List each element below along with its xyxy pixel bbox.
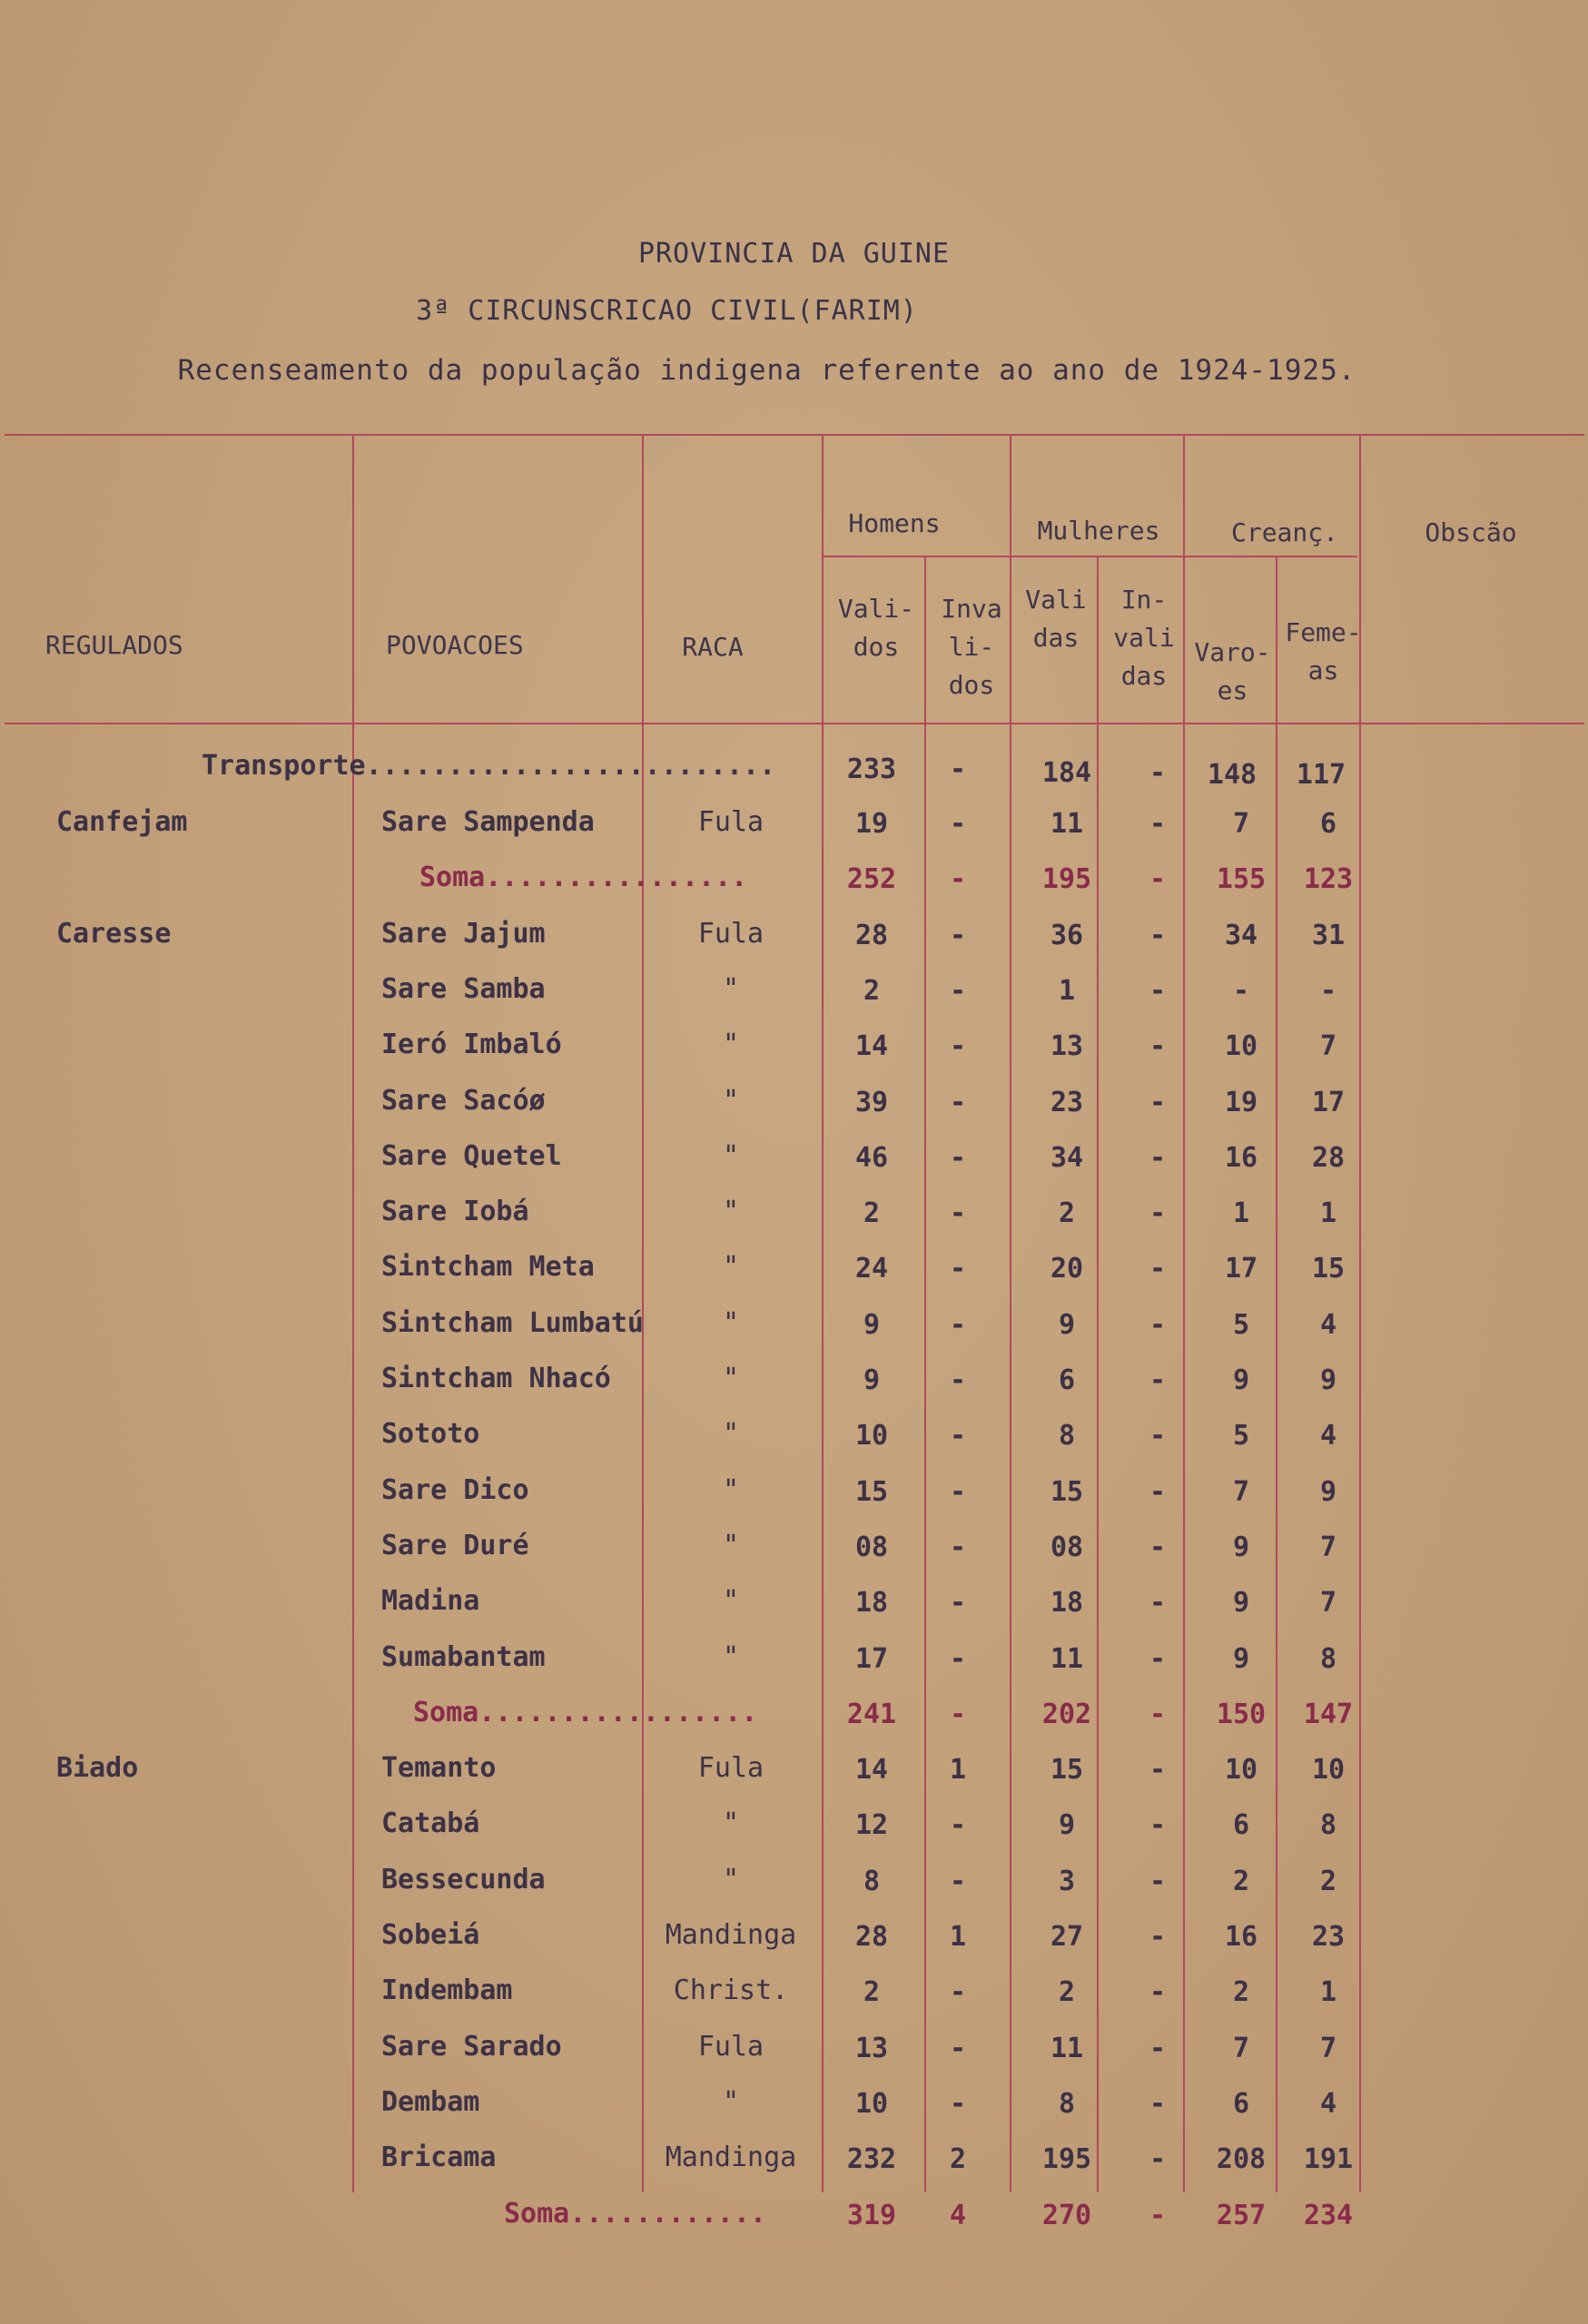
value-cv: 34 [1224,920,1258,951]
value-mv: 15 [1050,1476,1084,1508]
value-mv: 23 [1050,1087,1084,1118]
value-hv: 15 [854,1476,889,1508]
raca-value: " [722,1641,740,1673]
value-cv: 9 [1232,1643,1250,1675]
raca-value: Fula [697,2031,764,2063]
value-cf: 4 [1319,1420,1337,1452]
header-mulheres: Mulheres [1037,516,1160,546]
value-cv: 2 [1232,1976,1250,2008]
value-hi: 1 [949,1921,967,1953]
value-cf: 4 [1319,2088,1337,2120]
value-mv: 11 [1050,2033,1084,2064]
povoacao-name: Sare Sampenda [381,806,595,838]
value-mi: - [1149,1809,1167,1841]
raca-value: " [722,1864,740,1896]
soma-cf: 234 [1303,2200,1354,2231]
value-hi: - [949,920,967,951]
col-rule-5 [1010,436,1011,2192]
value-hv: 9 [863,1309,881,1341]
value-cv: 7 [1232,808,1250,840]
raca-value: Fula [697,806,764,838]
value-cf: 9 [1319,1476,1337,1508]
soma-hi: - [949,863,967,895]
value-hi: - [949,1142,967,1174]
raca-value: " [722,1307,740,1339]
transporte-label: Transporte......................... [202,750,776,782]
value-hv: 9 [863,1364,881,1396]
value-cv: 5 [1232,1309,1250,1341]
value-cv: 1 [1232,1197,1250,1229]
transporte-mulheres-invalidas: - [1149,757,1167,789]
soma-hv: 241 [846,1699,897,1730]
value-mv: 34 [1050,1142,1084,1174]
value-mi: - [1149,1866,1167,1897]
value-mi: - [1149,2088,1167,2120]
value-mi: - [1149,1531,1167,1563]
regulado-name: Canfejam [56,806,188,838]
soma-cv: 155 [1216,863,1267,895]
value-cv: 5 [1232,1420,1250,1452]
value-cf: 7 [1319,1587,1337,1619]
soma-cf: 147 [1303,1699,1354,1730]
povoacao-name: Ieró Imbaló [381,1029,562,1060]
header-regulados: REGULADOS [45,630,183,660]
value-cv: 7 [1232,2033,1250,2064]
raca-value: " [722,1363,740,1394]
value-hv: 10 [854,2088,889,2120]
value-mi: - [1149,1030,1167,1062]
raca-value: Mandinga [665,2142,797,2173]
raca-value: Fula [697,918,764,950]
soma-hv: 252 [846,863,897,895]
povoacao-name: Sintcham Nhacó [381,1363,611,1394]
value-hi: - [949,1476,967,1508]
value-hv: 08 [854,1531,889,1563]
header-homens: Homens [848,508,941,538]
povoacao-name: Dembam [381,2086,480,2118]
value-hi: - [949,1364,967,1396]
header-raca: RACA [682,632,744,662]
header-povoacoes: POVOACOES [386,630,524,660]
value-hv: 14 [854,1030,889,1062]
value-hi: - [949,1087,967,1118]
value-cv: 208 [1216,2143,1267,2175]
povoacao-name: Bricama [381,2142,497,2173]
raca-value: " [722,1085,740,1117]
value-cf: 28 [1311,1142,1346,1174]
raca-value: " [722,1585,740,1617]
value-mi: - [1149,1587,1167,1619]
value-cf: 1 [1319,1976,1337,2008]
soma-hi: - [949,1699,967,1730]
soma-label: Soma................ [419,862,748,893]
header-creancas: Creanç. [1230,517,1338,547]
value-mi: - [1149,1364,1167,1396]
province-title: PROVINCIA DA GUINE [637,238,951,270]
value-hi: 1 [949,1754,967,1786]
value-hv: 13 [854,2033,889,2064]
value-hv: 2 [863,1197,881,1229]
value-mi: - [1149,1976,1167,2008]
value-mi: - [1149,920,1167,951]
value-mv: 8 [1058,2088,1076,2120]
raca-value: " [722,1418,740,1450]
raca-value: Mandinga [665,1919,797,1951]
value-mi: - [1149,1197,1167,1229]
value-hv: 24 [854,1253,889,1285]
soma-mv: 202 [1041,1699,1092,1730]
soma-mi: - [1149,2200,1167,2231]
value-hi: - [949,1643,967,1675]
table-top-rule [5,434,1584,436]
value-hv: 46 [854,1142,889,1174]
value-mi: - [1149,2033,1167,2064]
value-hv: 18 [854,1587,889,1619]
value-cf: 10 [1311,1754,1346,1786]
povoacao-name: Madina [381,1585,480,1617]
header-bottom-rule [5,723,1584,724]
value-mi: - [1149,1142,1167,1174]
col-rule-1 [352,436,354,2192]
value-cf: 191 [1303,2143,1354,2175]
value-hv: 28 [854,920,889,951]
value-hv: 39 [854,1087,889,1118]
value-mv: 2 [1058,1197,1076,1229]
value-hv: 17 [854,1643,889,1675]
value-hi: - [949,1587,967,1619]
povoacao-name: Sare Iobá [381,1196,529,1227]
header-mulheres-invalidas: In- vali das [1113,585,1175,691]
soma-cf: 123 [1303,863,1354,895]
value-hi: - [949,975,967,1007]
value-mi: - [1149,1643,1167,1675]
value-mv: 20 [1050,1253,1084,1285]
value-hi: - [949,1030,967,1062]
raca-value: " [722,1196,740,1227]
value-hi: - [949,1253,967,1285]
raca-value: " [722,1474,740,1506]
povoacao-name: Sobeiá [381,1919,480,1951]
value-mv: 2 [1058,1976,1076,2008]
value-mi: - [1149,1921,1167,1953]
value-cf: 7 [1319,2033,1337,2064]
value-cv: 6 [1232,1809,1250,1841]
povoacao-name: Sare Jajum [381,918,546,950]
value-mv: 27 [1050,1921,1084,1953]
value-cf: 6 [1319,808,1337,840]
value-cv: 17 [1224,1253,1258,1285]
value-mv: 3 [1058,1866,1076,1897]
value-hi: - [949,1420,967,1452]
value-hi: 2 [949,2143,967,2175]
value-hi: - [949,1197,967,1229]
povoacao-name: Sare Dico [381,1474,529,1506]
value-cf: 23 [1311,1921,1346,1953]
value-hv: 2 [863,975,881,1007]
value-mi: - [1149,1754,1167,1786]
header-observacoes: Obscão [1425,517,1517,547]
value-hi: - [949,808,967,840]
value-mi: - [1149,1253,1167,1285]
value-mv: 8 [1058,1420,1076,1452]
raca-value: " [722,1029,740,1060]
value-cf: 4 [1319,1309,1337,1341]
value-cf: 7 [1319,1030,1337,1062]
value-hi: - [949,1866,967,1897]
value-hv: 2 [863,1976,881,2008]
value-hi: - [949,1309,967,1341]
value-hi: - [949,2033,967,2064]
value-hi: - [949,1531,967,1563]
soma-cv: 150 [1216,1699,1267,1730]
transporte-homens-invalidos: - [949,753,967,785]
raca-value: " [722,1251,740,1283]
value-cv: 6 [1232,2088,1250,2120]
transporte-homens-validos: 233 [846,753,897,785]
value-cf: 7 [1319,1531,1337,1563]
povoacao-name: Sare Sarado [381,2031,562,2063]
raca-value: " [722,973,740,1005]
value-cv: 7 [1232,1476,1250,1508]
header-homens-validos: Vali- dos [837,594,915,662]
raca-value: " [722,1140,740,1172]
value-cf: 8 [1319,1809,1337,1841]
value-hv: 12 [854,1809,889,1841]
header-femeas: Feme- as [1285,617,1362,685]
raca-value: " [722,2086,740,2118]
transporte-femeas: 117 [1296,759,1346,791]
value-mv: 08 [1050,1531,1084,1563]
povoacao-name: Sare Samba [381,973,546,1005]
value-mi: - [1149,1476,1167,1508]
raca-value: Fula [697,1752,764,1784]
raca-value: " [722,1530,740,1561]
header-mulheres-validas: Vali das [1025,585,1087,653]
value-hi: - [949,2088,967,2120]
value-hi: - [949,1976,967,2008]
value-mv: 9 [1058,1809,1076,1841]
povoacao-name: Sare Quetel [381,1140,562,1172]
value-mv: 1 [1058,975,1076,1007]
soma-label: Soma............ [504,2198,766,2230]
census-title: Recenseamento da população indigena referente ao ano de 1924-1925. [177,354,1356,387]
value-hv: 28 [854,1921,889,1953]
transporte-mulheres-validas: 184 [1041,757,1092,789]
circumscription-title: 3ª CIRCUNSCRICAO CIVIL(FARIM) [416,295,918,327]
value-cv: 10 [1224,1030,1258,1062]
value-mv: 36 [1050,920,1084,951]
header-homens-invalidos: Inva li- dos [941,594,1002,700]
value-cv: 9 [1232,1364,1250,1396]
value-cf: 15 [1311,1253,1346,1285]
value-hi: - [949,1809,967,1841]
raca-value: Christ. [673,1974,789,2006]
value-mv: 15 [1050,1754,1084,1786]
soma-mi: - [1149,863,1167,895]
value-hv: 8 [863,1866,881,1897]
transporte-varoes: 148 [1207,759,1258,791]
value-mi: - [1149,1420,1167,1452]
value-cv: 19 [1224,1087,1258,1118]
value-mi: - [1149,2143,1167,2175]
value-cf: 2 [1319,1866,1337,1897]
povoacao-name: Sumabantam [381,1641,546,1673]
povoacao-name: Bessecunda [381,1864,546,1896]
value-mi: - [1149,1309,1167,1341]
soma-mi: - [1149,1699,1167,1730]
col-rule-3 [822,436,824,2192]
value-hv: 10 [854,1420,889,1452]
soma-cv: 257 [1216,2200,1267,2231]
soma-mv: 195 [1041,863,1092,895]
povoacao-name: Temanto [381,1752,497,1784]
value-mi: - [1149,808,1167,840]
value-cv: 10 [1224,1754,1258,1786]
soma-hi: 4 [949,2200,967,2231]
value-cf: 9 [1319,1364,1337,1396]
soma-label: Soma................. [413,1697,758,1728]
povoacao-name: Sare Duré [381,1530,529,1561]
povoacao-name: Indembam [381,1974,513,2006]
povoacao-name: Catabá [381,1807,480,1839]
value-mv: 6 [1058,1364,1076,1396]
regulado-name: Biado [56,1752,139,1784]
value-cv: - [1232,975,1250,1007]
povoacao-name: Sototo [381,1418,480,1450]
value-cv: 9 [1232,1531,1250,1563]
raca-value: " [722,1807,740,1839]
value-mi: - [1149,1087,1167,1118]
value-cv: 16 [1224,1921,1258,1953]
value-mv: 13 [1050,1030,1084,1062]
value-mv: 195 [1041,2143,1092,2175]
value-hv: 14 [854,1754,889,1786]
value-mi: - [1149,975,1167,1007]
value-mv: 18 [1050,1587,1084,1619]
value-cv: 2 [1232,1866,1250,1897]
povoacao-name: Sintcham Lumbatú [381,1307,644,1339]
value-cf: 17 [1311,1087,1346,1118]
value-mv: 11 [1050,808,1084,840]
value-cv: 9 [1232,1587,1250,1619]
soma-mv: 270 [1041,2200,1092,2231]
regulado-name: Caresse [56,918,172,950]
value-hv: 19 [854,808,889,840]
povoacao-name: Sare Sacóø [381,1085,546,1117]
value-hv: 232 [846,2143,897,2175]
header-varoes: Varo- es [1194,637,1271,705]
value-cf: 8 [1319,1643,1337,1675]
value-cf: 1 [1319,1197,1337,1229]
value-mv: 11 [1050,1643,1084,1675]
value-cv: 16 [1224,1142,1258,1174]
povoacao-name: Sintcham Meta [381,1251,595,1283]
soma-hv: 319 [846,2200,897,2231]
value-mv: 9 [1058,1309,1076,1341]
value-cf: - [1319,975,1337,1007]
value-cf: 31 [1311,920,1346,951]
